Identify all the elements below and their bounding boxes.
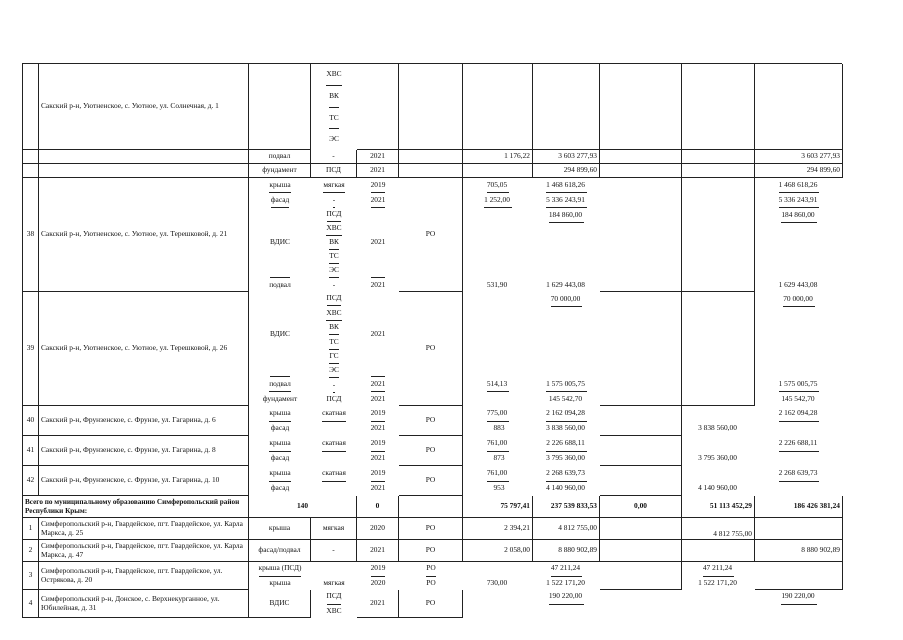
table-row: 39 Сакский р-н, Уютненское, с. Уютное, ул. Терешковой, д. 26 ВДИС подвал фундамент ПСД ХВС ВК ТС ГС ЭС - ПСД 2021 2021 2021 РО 514,13 70 000,00 1 575 005,75 145 542,70 70 000,00 1 575 005,75 145 542,70 xyxy=(22,292,842,406)
table-row: 41 Сакский р-н, Фрунзенское, с. Фрунзе, ул. Гагарина, д. 8 крыша фасад скатная 2019 2021 РО 761,00 873 2 226 688,11 3 795 360,00 3 795 360,00 2 226 688,11 xyxy=(22,436,842,466)
table-row: 4 Симферопольский р-н, Донское, с. Верхнекурганное, ул. Юбилейная, д. 31 ВДИС ПСД ХВС 2021 РО 190 220,00 190 220,00 xyxy=(22,590,842,618)
register-table xyxy=(22,63,842,618)
table-row: 42 Сакский р-н, Фрунзенское, с. Фрунзе, ул. Гагарина, д. 10 крыша фасад скатная 2019 2021 РО 761,00 953 2 268 639,73 4 140 960,00 4 140 960,00 2 268 639,73 xyxy=(22,466,842,496)
table-row: 40 Сакский р-н, Фрунзенское, с. Фрунзе, ул. Гагарина, д. 6 крыша фасад скатная 2019 2021 РО 775,00 883 2 162 094,28 3 838 560,00 3 838 560,00 2 162 094,28 xyxy=(22,406,842,436)
table-row: 2 Симферопольский р-н, Гвардейское, пгт. Гвардейское, ул. Карла Маркса, д. 47 фасад/подвал - 2021 РО 2 058,00 8 880 902,89 8 880 902,89 xyxy=(22,540,842,562)
systems-list xyxy=(311,64,357,150)
row-number: 40 xyxy=(23,406,39,436)
table-row: 38 Сакский р-н, Уютненское, с. Уютное, ул. Терешковой, д. 21 крыша фасад ВДИС подвал мягкая - ПСД ХВС ВК ТС ЭС - 2019 2021 2021 2021 РО 705,05 1 252,00 531,90 1 468 618,26 5 336 243,91 184 860,00 1 629 443,08 1 468 618,26 5 336 243,91 184 860,00 1 629 443,08 xyxy=(22,178,842,292)
address-cell: Сакский р-н, Фрунзенское, с. Фрунзе, ул. Гагарина, д. 10 xyxy=(39,466,249,496)
row-number: 38 xyxy=(23,178,39,292)
row-number: 42 xyxy=(23,466,39,496)
address-cell: Сакский р-н, Уютненское, с. Уютное, ул. Солнечная, д. 1 xyxy=(39,64,249,150)
ro-cell: РО xyxy=(399,178,463,292)
table-row: 3 Симферопольский р-н, Гвардейское, пгт. Гвардейское, ул. Острякова, д. 20 крыша (ПСД) крыша мягкая 2019 2020 РО РО 730,00 47 211,24 1 522 171,20 47 211,24 1 522 171,20 xyxy=(22,562,842,590)
address-cell: Сакский р-н, Фрунзенское, с. Фрунзе, ул. Гагарина, д. 8 xyxy=(39,436,249,466)
address-cell: Сакский р-н, Уютненское, с. Уютное, ул. Терешковой, д. 26 xyxy=(39,292,249,406)
ro-cell: РО xyxy=(399,292,463,406)
address-cell: Сакский р-н, Уютненское, с. Уютное, ул. Терешковой, д. 21 xyxy=(39,178,249,292)
system-label: ХВС xyxy=(326,64,341,86)
system-label: ТС xyxy=(329,108,338,130)
row-number: 41 xyxy=(23,436,39,466)
system-label: ВК xyxy=(329,86,339,108)
table-row: фундамент ПСД 2021 294 899,60 294 899,60 xyxy=(22,164,842,178)
table-row: 1 Симферопольский р-н, Гвардейское, пгт. Гвардейское, ул. Карла Маркса, д. 25 крыша мягкая 2020 РО 2 394,21 4 812 755,00 4 812 755,00 xyxy=(22,518,842,540)
table-row: подвал - 2021 1 176,22 3 603 277,93 3 603 277,93 xyxy=(22,150,842,164)
row-number: 39 xyxy=(23,292,39,406)
address-cell: Сакский р-н, Фрунзенское, с. Фрунзе, ул. Гагарина, д. 6 xyxy=(39,406,249,436)
system-label: ЭС xyxy=(329,134,339,144)
table-row xyxy=(22,63,842,150)
total-row: Всего по муниципальному образованию Симферопольский район Республики Крым: 140 0 75 797,41 237 539 833,53 0,00 51 113 452,29 186 426 381,24 xyxy=(22,496,842,518)
total-label: Всего по муниципальному образованию Симферопольский район Республики Крым: xyxy=(23,496,249,518)
